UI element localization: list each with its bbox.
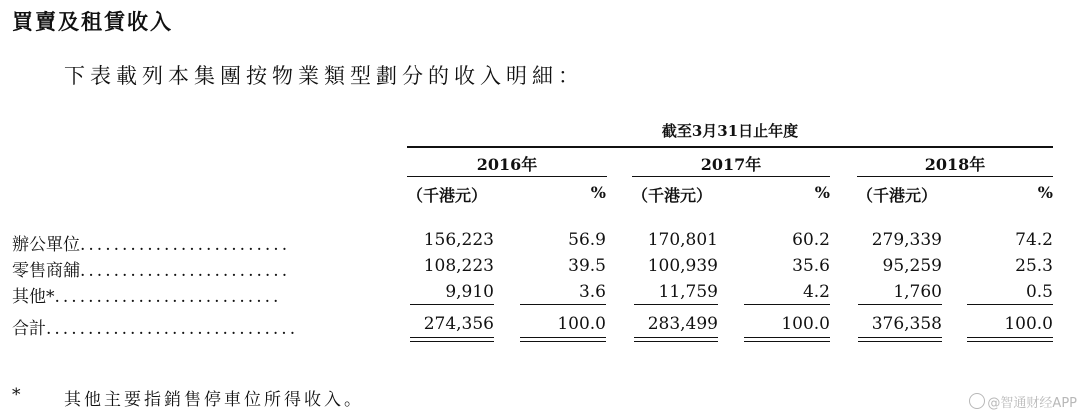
- year-rule-2016: [407, 176, 607, 177]
- table-cell: 1,760: [893, 282, 942, 302]
- table-cell: 156,223: [423, 230, 494, 250]
- total-rule: [520, 341, 606, 342]
- total-rule: [858, 337, 942, 338]
- unit-header-2017: （千港元）: [632, 186, 713, 205]
- table-cell: 9,910: [445, 282, 494, 302]
- pct-header-2017: %: [814, 183, 830, 202]
- row-label-total: 合計..............................: [12, 319, 299, 339]
- pct-header-2018: %: [1037, 183, 1053, 202]
- subtotal-rule: [520, 304, 606, 305]
- table-cell: 3.6: [578, 282, 606, 302]
- unit-header-2018: （千港元）: [857, 186, 938, 205]
- total-rule: [634, 341, 718, 342]
- unit-header-2016: （千港元）: [407, 186, 488, 205]
- table-cell: 11,759: [658, 282, 718, 302]
- table-cell: 108,223: [423, 256, 494, 276]
- year-rule-2017: [632, 176, 830, 177]
- table-cell: 4.2: [802, 282, 830, 302]
- table-cell: 283,499: [647, 314, 718, 334]
- subtotal-rule: [410, 304, 494, 305]
- table-cell: 56.9: [568, 230, 606, 250]
- footnote-text: 其他主要指銷售停車位所得收入。: [64, 390, 364, 410]
- year-2016-header: 2016年: [476, 155, 538, 174]
- period-header: 截至3月31日止年度: [661, 122, 799, 140]
- total-rule: [744, 337, 830, 338]
- watermark-logo-icon: [969, 393, 985, 409]
- subtotal-rule: [967, 304, 1053, 305]
- table-cell: 100.0: [1004, 314, 1053, 334]
- watermark: @智通财经APP: [969, 392, 1077, 411]
- table-cell: 39.5: [568, 256, 606, 276]
- table-cell: 60.2: [792, 230, 830, 250]
- table-cell: 35.6: [792, 256, 830, 276]
- total-rule: [634, 337, 718, 338]
- table-cell: 274,356: [423, 314, 494, 334]
- table-cell: 74.2: [1015, 230, 1053, 250]
- table-cell: 100,939: [647, 256, 718, 276]
- year-2017-header: 2017年: [700, 155, 762, 174]
- subtotal-rule: [858, 304, 942, 305]
- total-rule: [967, 337, 1053, 338]
- intro-text: 下表載列本集團按物業類型劃分的收入明細：: [64, 64, 584, 88]
- table-cell: 279,339: [871, 230, 942, 250]
- total-rule: [520, 337, 606, 338]
- row-label-office: 辦公單位.........................: [12, 235, 291, 255]
- total-rule: [410, 337, 494, 338]
- year-rule-2018: [857, 176, 1053, 177]
- table-cell: 100.0: [557, 314, 606, 334]
- section-title: 買賣及租賃收入: [12, 9, 173, 34]
- table-cell: 0.5: [1025, 282, 1053, 302]
- table-cell: 376,358: [871, 314, 942, 334]
- row-label-others: 其他*...........................: [12, 287, 282, 307]
- total-rule: [967, 341, 1053, 342]
- total-rule: [744, 341, 830, 342]
- subtotal-rule: [744, 304, 830, 305]
- pct-header-2016: %: [590, 183, 606, 202]
- table-cell: 95,259: [882, 256, 942, 276]
- subtotal-rule: [634, 304, 718, 305]
- total-rule: [410, 341, 494, 342]
- table-cell: 170,801: [647, 230, 718, 250]
- total-rule: [858, 341, 942, 342]
- row-label-retail: 零售商舖.........................: [12, 261, 291, 281]
- table-cell: 25.3: [1015, 256, 1053, 276]
- table-cell: 100.0: [781, 314, 830, 334]
- header-rule: [407, 146, 1053, 148]
- year-2018-header: 2018年: [924, 155, 986, 174]
- footnote-mark: *: [12, 385, 21, 405]
